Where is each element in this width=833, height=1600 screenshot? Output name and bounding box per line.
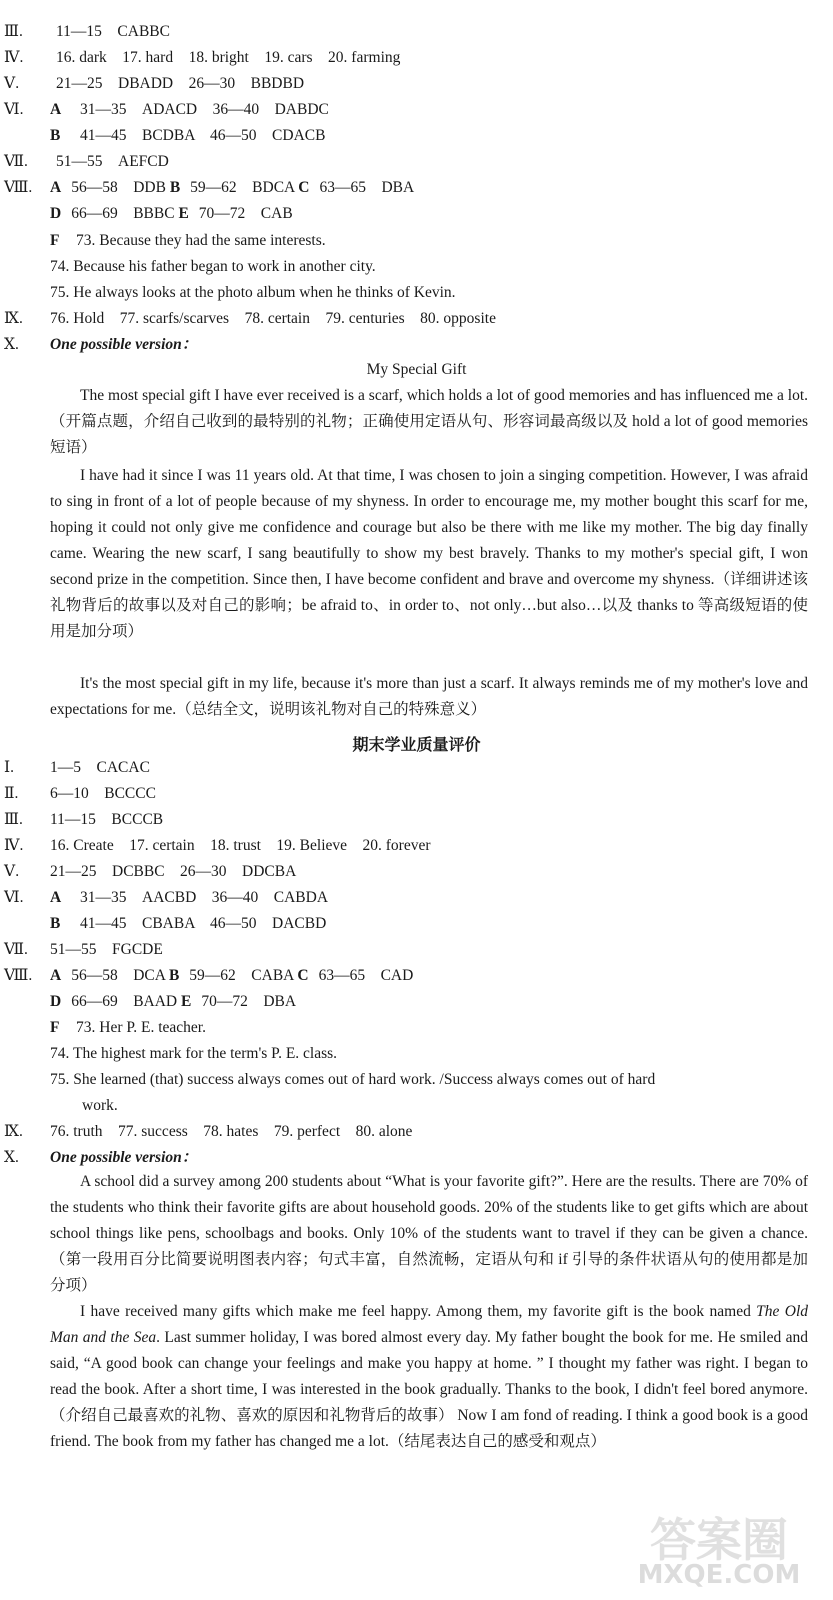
watermark-text: MXQE.COM: [637, 1560, 801, 1590]
section-number: Ⅳ.: [4, 837, 24, 854]
essay-paragraph-1: A school did a survey among 200 students about “What is your favorite gift?”. Here are the results. There are 70% of the students who think their favorite gifts are about household goods. 20% of the students like to get gifts which are about school things like pens, schoolbags and books. Only 10% of the students want to travel if they can be given a chance.（第一段用百分比简要说明图表内容；句式丰富，自然流畅，定语从句和 if 引导的条件状语从句的使用都是加分项）: [50, 1173, 808, 1294]
section-number: Ⅲ.: [4, 811, 23, 828]
sub-label: B: [50, 127, 61, 144]
essay-paragraph-2: I have had it since I was 11 years old. At that time, I was chosen to join a singing competition. However, I was afraid to sing in front of a lot of people because of my shyness. In order to encourage me, my mother bought this scarf for me, hoping it could not only give me confidence and courage but also be there with me like my mother. The big day finally came. Wearing the new scarf, I sang beautifully to show my best bravely. Thanks to my mother's special gift, I won second prize in the competition. Since then, I have become confident and brave and overcome my shyness.（详细讲述该礼物背后的故事以及对自己的影响；be afraid to、in order to、not only…but also…以及 thanks to 等高级短语的使用是加分项）: [50, 467, 808, 640]
answer-text: 73. Her P. E. teacher.: [76, 1019, 206, 1036]
answer-text: 74. Because his father began to work in another city.: [50, 258, 376, 275]
answer-text: 75. She learned (that) success always comes out of hard work. /Success always comes out of hard: [50, 1071, 656, 1088]
sub-label: A: [50, 889, 62, 906]
answer-text: 51—55 AEFCD: [56, 153, 169, 170]
answer-text: 11—15 BCCCB: [50, 811, 164, 828]
version-label: One possible version：: [50, 336, 198, 353]
answer-text: 31—35 ADACD 36—40 DABDC: [80, 101, 329, 118]
section-number: Ⅵ.: [4, 101, 24, 118]
section-number: Ⅷ.: [4, 179, 33, 196]
answer-text: 41—45 BCDBA 46—50 CDACB: [80, 127, 326, 144]
section-number: Ⅱ.: [4, 785, 19, 802]
answer-text: 41—45 CBABA 46—50 DACBD: [80, 915, 327, 932]
answer-text: 63—65 DBA: [319, 179, 415, 196]
essay-paragraph-1: The most special gift I have ever received is a scarf, which holds a lot of good memories and has influenced me a lot.（开篇点题，介绍自己收到的最特别的礼物；正确使用定语从句、形容词最高级以及 hold a lot of good memories 短语）: [50, 387, 808, 456]
sub-label: C: [298, 179, 310, 196]
section-number: Ⅹ.: [4, 336, 19, 353]
answer-text: work.: [82, 1097, 118, 1114]
answer-text: 51—55 FGCDE: [50, 941, 163, 958]
sub-label: A: [50, 101, 62, 118]
answer-text: 11—15 CABBC: [56, 23, 170, 40]
essay-title: My Special Gift: [366, 361, 467, 378]
sub-label: E: [181, 993, 192, 1010]
answer-text: 16. dark 17. hard 18. bright 19. cars 20. farming: [56, 49, 401, 66]
answer-text: 6—10 BCCCC: [50, 785, 156, 802]
answer-text: 73. Because they had the same interests.: [76, 232, 326, 249]
answer-text: 74. The highest mark for the term's P. E. class.: [50, 1045, 338, 1062]
watermark-glyphs: 答案圈: [650, 1513, 788, 1567]
answer-text: 76. truth 77. success 78. hates 79. perfect 80. alone: [50, 1123, 413, 1140]
section-number: Ⅸ.: [4, 1123, 23, 1140]
answer-text: 59—62 BDCA: [190, 179, 295, 196]
section-number: Ⅴ.: [4, 75, 20, 92]
answer-text: 63—65 CAD: [318, 967, 414, 984]
answer-text: 70—72 DBA: [201, 993, 297, 1010]
answer-text: 1—5 CACAC: [50, 759, 150, 776]
sub-label: D: [50, 205, 62, 222]
essay-paragraph-3: It's the most special gift in my life, because it's more than just a scarf. It always reminds me of my mother's love and expectations for me.（总结全文，说明该礼物对自己的特殊意义）: [50, 675, 808, 718]
section-number: Ⅶ.: [4, 153, 28, 170]
sub-label: C: [297, 967, 309, 984]
version-label: One possible version：: [50, 1149, 198, 1166]
section-number: Ⅷ.: [4, 967, 33, 984]
answer-text: 56—58 DCA: [71, 967, 166, 984]
section-number: Ⅴ.: [4, 863, 20, 880]
section-number: Ⅳ.: [4, 49, 24, 66]
answer-text: 56—58 DDB: [71, 179, 166, 196]
answer-text: 21—25 DBADD 26—30 BBDBD: [56, 75, 305, 92]
answer-text: 59—62 CABA: [189, 967, 294, 984]
section-number: Ⅲ.: [4, 23, 23, 40]
sub-label: F: [50, 1019, 60, 1036]
sub-label: E: [178, 205, 189, 222]
answer-text: 70—72 CAB: [198, 205, 293, 222]
sub-label: D: [50, 993, 62, 1010]
book-title: The Old Man and the Sea: [50, 1303, 809, 1346]
section-number: Ⅸ.: [4, 310, 23, 327]
sub-label: B: [50, 915, 61, 932]
sub-label: F: [50, 232, 60, 249]
answer-text: 21—25 DCBBC 26—30 DDCBA: [50, 863, 297, 880]
answer-text: 66—69 BAAD: [71, 993, 178, 1010]
answer-text: 66—69 BBBC: [71, 205, 175, 222]
sub-label: A: [50, 179, 62, 196]
section-number: Ⅰ.: [4, 759, 14, 776]
section-number: Ⅹ.: [4, 1149, 19, 1166]
watermark-logo: [619, 1504, 819, 1594]
sub-label: B: [168, 967, 180, 984]
section-number: Ⅶ.: [4, 941, 28, 958]
answer-text: 75. He always looks at the photo album when he thinks of Kevin.: [50, 284, 456, 301]
answer-text: 16. Create 17. certain 18. trust 19. Believe 20. forever: [50, 837, 431, 854]
sub-label: B: [169, 179, 181, 196]
sub-label: A: [50, 967, 62, 984]
section-number: Ⅵ.: [4, 889, 24, 906]
answer-text: 31—35 AACBD 36—40 CABDA: [80, 889, 329, 906]
essay-paragraph-2: I have received many gifts which make me feel happy. Among them, my favorite gift is the book named The Old Man and the Sea. Last summer holiday, I was bored almost every day. My father bought the book for me. He smiled and said, “A good book can change your feelings and make you happy at home. ” I thought my father was right. I began to read the book. After a short time, I was interested in the book gradually. Thanks to the book, I didn't feel bored anymore.（介绍自己最喜欢的礼物、喜欢的原因和礼物背后的故事） Now I am fond of reading. I think a good book is a good friend. The book from my father has changed me a lot.（结尾表达自己的感受和观点）: [50, 1303, 809, 1450]
answer-text: 76. Hold 77. scarfs/scarves 78. certain 79. centuries 80. opposite: [50, 310, 496, 327]
section-title: 期末学业质量评价: [352, 735, 481, 754]
